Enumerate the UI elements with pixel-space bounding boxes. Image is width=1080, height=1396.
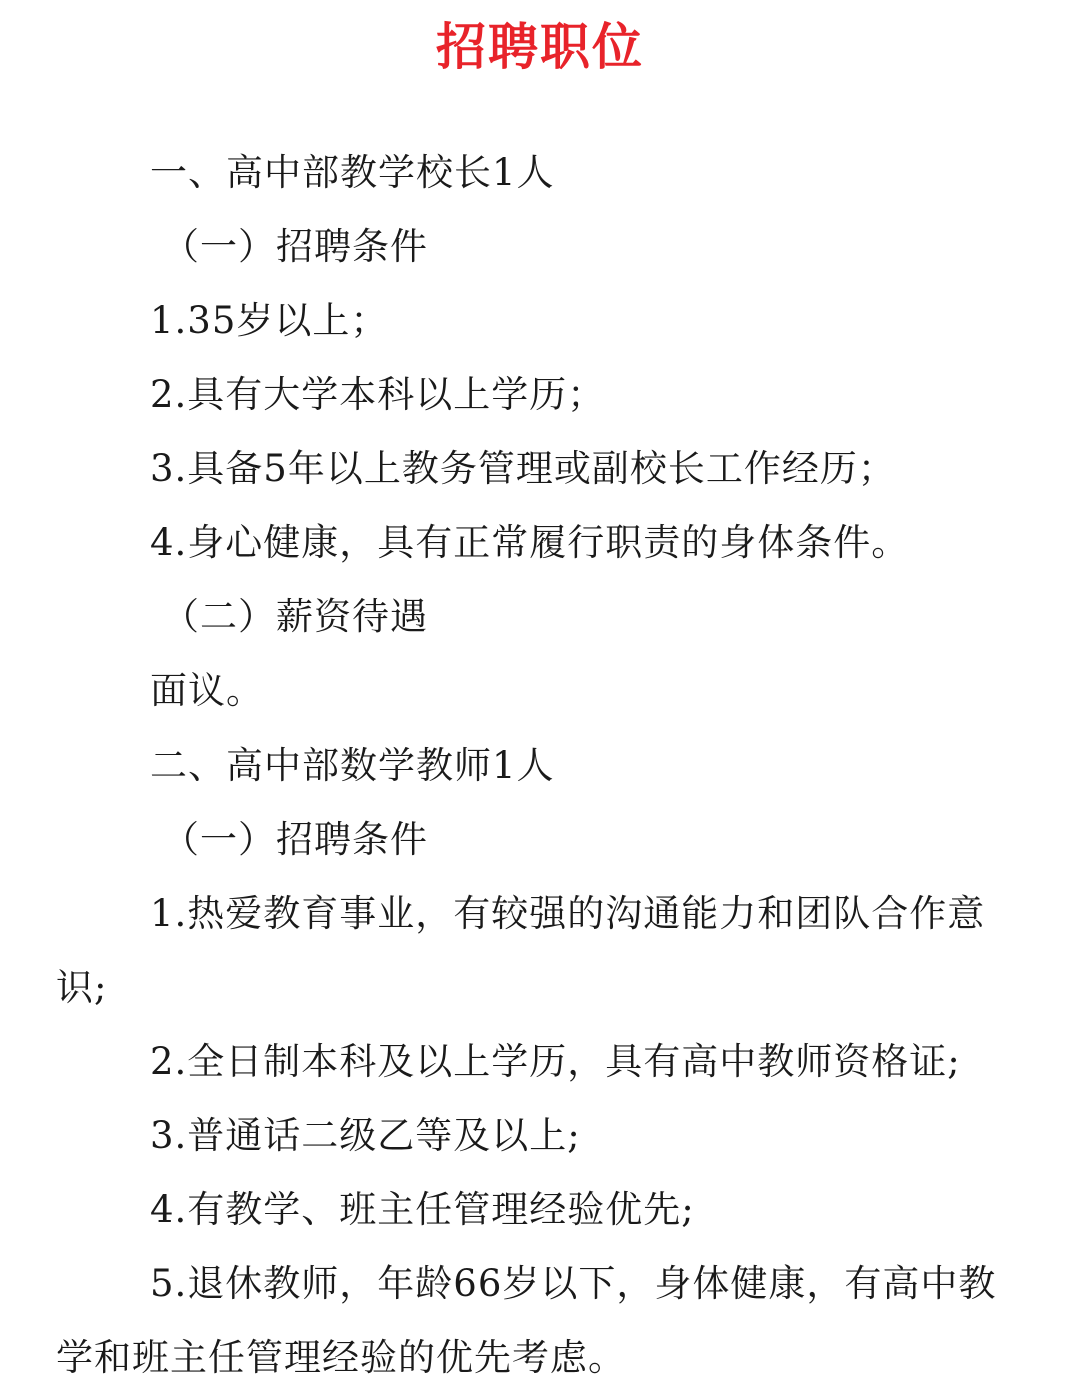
subsection-heading-salary: （二）薪资待遇	[162, 595, 428, 638]
salary-text: 面议。	[150, 669, 264, 712]
subsection-heading-requirements: （一）招聘条件	[162, 818, 428, 861]
requirement-item: 2.全日制本科及以上学历，具有高中教师资格证;	[150, 1040, 961, 1083]
requirement-item: 3.具备5年以上教务管理或副校长工作经历；	[150, 447, 896, 490]
requirement-item: 2.具有大学本科以上学历；	[150, 373, 606, 416]
section-heading-math-teacher: 二、高中部数学教师1人	[150, 744, 555, 787]
requirement-item: 3.普通话二级乙等及以上;	[150, 1114, 581, 1157]
requirement-item: 1.热爱教育事业，有较强的沟通能力和团队合作意	[150, 892, 986, 935]
requirement-item: 5.退休教师，年龄66岁以下，身体健康，有高中教	[150, 1262, 997, 1305]
subsection-heading-requirements: （一）招聘条件	[162, 225, 428, 268]
page-title: 招聘职位	[436, 18, 644, 76]
section-heading-principal: 一、高中部教学校长1人	[150, 151, 555, 194]
requirement-item: 1.35岁以上；	[150, 299, 389, 342]
requirement-item-continuation: 识;	[56, 966, 108, 1009]
requirement-item-continuation: 学和班主任管理经验的优先考虑。	[56, 1336, 626, 1379]
requirement-item: 4.有教学、班主任管理经验优先;	[150, 1188, 695, 1231]
requirement-item: 4.身心健康，具有正常履行职责的身体条件。	[150, 521, 910, 564]
